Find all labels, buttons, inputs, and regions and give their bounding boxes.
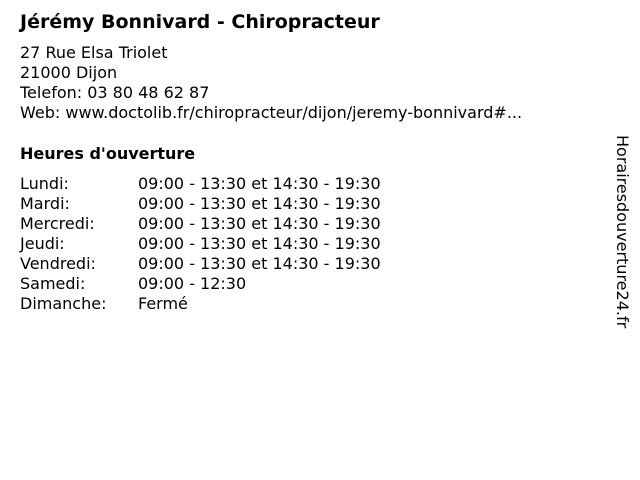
day-label: Vendredi: xyxy=(20,254,96,273)
phone-number: Telefon: 03 80 48 62 87 xyxy=(20,83,210,102)
time-range: 09:00 - 13:30 et 14:30 - 19:30 xyxy=(138,234,381,253)
day-label: Dimanche: xyxy=(20,294,107,313)
time-range: 09:00 - 12:30 xyxy=(138,274,247,293)
website-link[interactable]: Web: www.doctolib.fr/chiropracteur/dijon/jeremy-bonnivard#... xyxy=(20,103,523,122)
city-postal: 21000 Dijon xyxy=(20,63,118,82)
time-range: Fermé xyxy=(138,294,188,313)
time-range: 09:00 - 13:30 et 14:30 - 19:30 xyxy=(138,214,381,233)
day-label: Samedi: xyxy=(20,274,86,293)
brand-watermark xyxy=(610,135,634,345)
day-label: Mercredi: xyxy=(20,214,95,233)
opening-hours-heading: Heures d'ouverture xyxy=(20,144,196,163)
time-range: 09:00 - 13:30 et 14:30 - 19:30 xyxy=(138,174,381,193)
day-label: Jeudi: xyxy=(20,234,65,253)
time-range: 09:00 - 13:30 et 14:30 - 19:30 xyxy=(138,254,381,273)
business-title: Jérémy Bonnivard - Chiropracteur xyxy=(20,11,380,33)
business-contact xyxy=(20,43,522,123)
time-range: 09:00 - 13:30 et 14:30 - 19:30 xyxy=(138,194,381,213)
day-label: Mardi: xyxy=(20,194,70,213)
day-label: Lundi: xyxy=(20,174,69,193)
brand-watermark-text: Horairesdouverture24.fr xyxy=(613,135,632,329)
street-address: 27 Rue Elsa Triolet xyxy=(20,43,168,62)
